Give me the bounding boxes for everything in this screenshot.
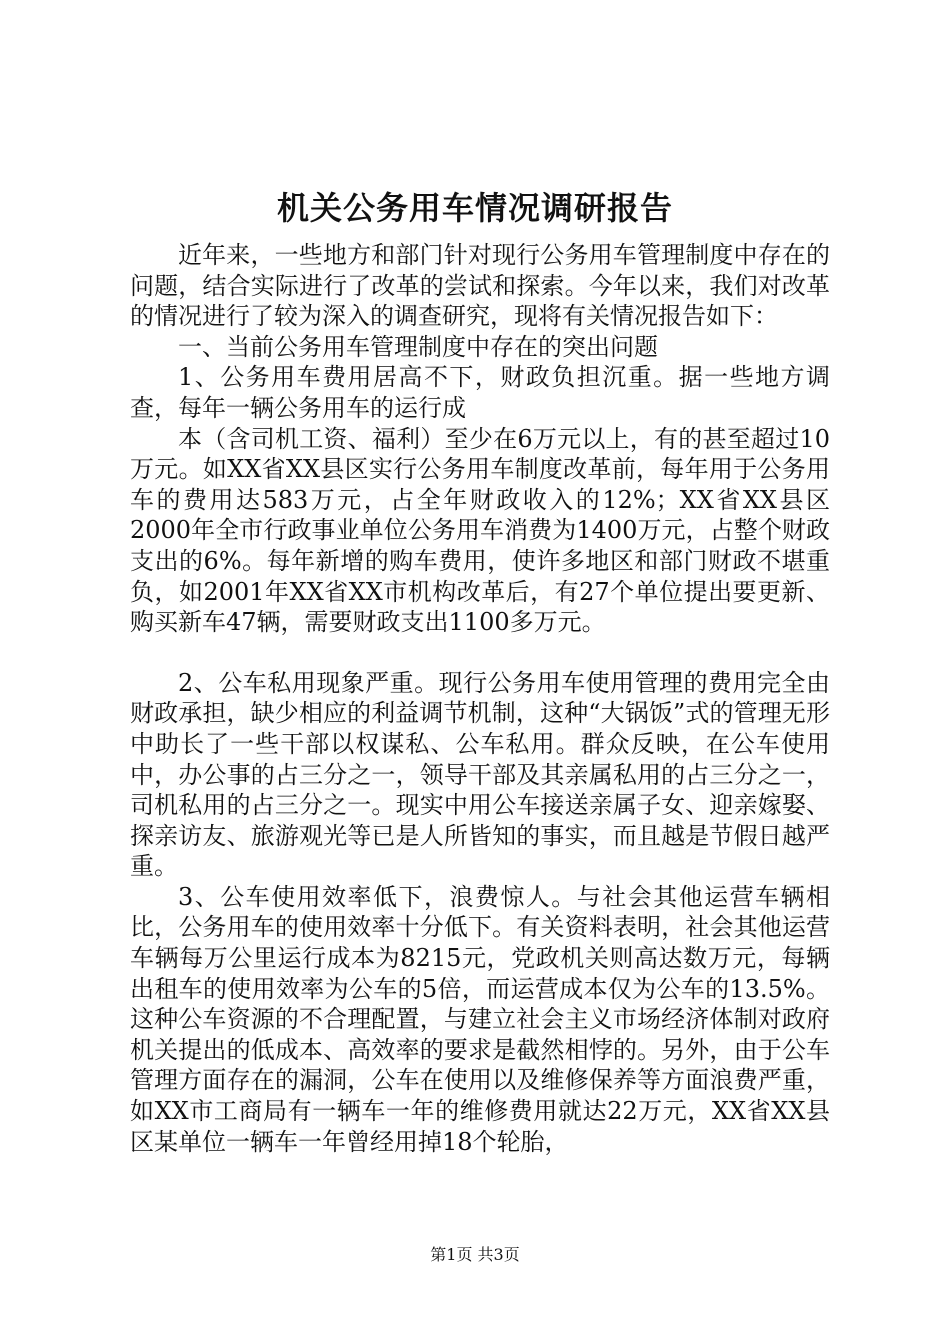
intro-paragraph: 近年来，一些地方和部门针对现行公务用车管理制度中存在的问题，结合实际进行了改革的尝试和探索。今年以来，我们对改革的情况进行了较为深入的调查研究，现将有关情况报告如下： — [130, 241, 830, 331]
page-footer: 第1页 共3页 — [430, 1245, 520, 1264]
item-1-continued-paragraph: 本（含司机工资、福利）至少在6万元以上，有的甚至超过10万元。如XX省XX县区实行公务用车制度改革前，每年用于公务用车的费用达583万元，占全年财政收入的12%；XX省XX县区2000年全市行政事业单位公务用车消费为1400万元，占整个财政支出的6%。每年新增的购车费用，使许多地区和部门财政不堪重负，如2001年XX省XX市机构改革后，有27个单位提出要更新、购买新车47辆，需要财政支出1100多万元。 — [130, 424, 830, 637]
document-body — [130, 240, 830, 1157]
document-title: 机关公务用车情况调研报告 — [276, 189, 673, 227]
item-3-paragraph: 3、公车使用效率低下，浪费惊人。与社会其他运营车辆相比，公务用车的使用效率十分低下。有关资料表明，社会其他运营车辆每万公里运行成本为8215元，党政机关则高达数万元，每辆出租车的使用效率为公车的5倍，而运营成本仅为公车的13.5%。这种公车资源的不合理配置，与建立社会主义市场经济体制对政府机关提出的低成本、高效率的要求是截然相悖的。另外，由于公车管理方面存在的漏洞，公车在使用以及维修保养等方面浪费严重，如XX市工商局有一辆车一年的维修费用就达22万元，XX省XX县区某单位一辆车一年曾经用掉18个轮胎， — [130, 882, 830, 1156]
section-heading: 一、当前公务用车管理制度中存在的突出问题 — [178, 332, 658, 361]
item-1-paragraph: 1、公务用车费用居高不下，财政负担沉重。据一些地方调查，每年一辆公务用车的运行成 — [130, 363, 830, 422]
item-2-paragraph: 2、公车私用现象严重。现行公务用车使用管理的费用完全由财政承担，缺少相应的利益调节机制，这种“大锅饭”式的管理无形中助长了一些干部以权谋私、公车私用。群众反映，在公车使用中，办公事的占三分之一，领导干部及其亲属私用的占三分之一，司机私用的占三分之一。现实中用公车接送亲属子女、迎亲嫁娶、探亲访友、旅游观光等已是人所皆知的事实，而且越是节假日越严重。 — [130, 668, 830, 881]
